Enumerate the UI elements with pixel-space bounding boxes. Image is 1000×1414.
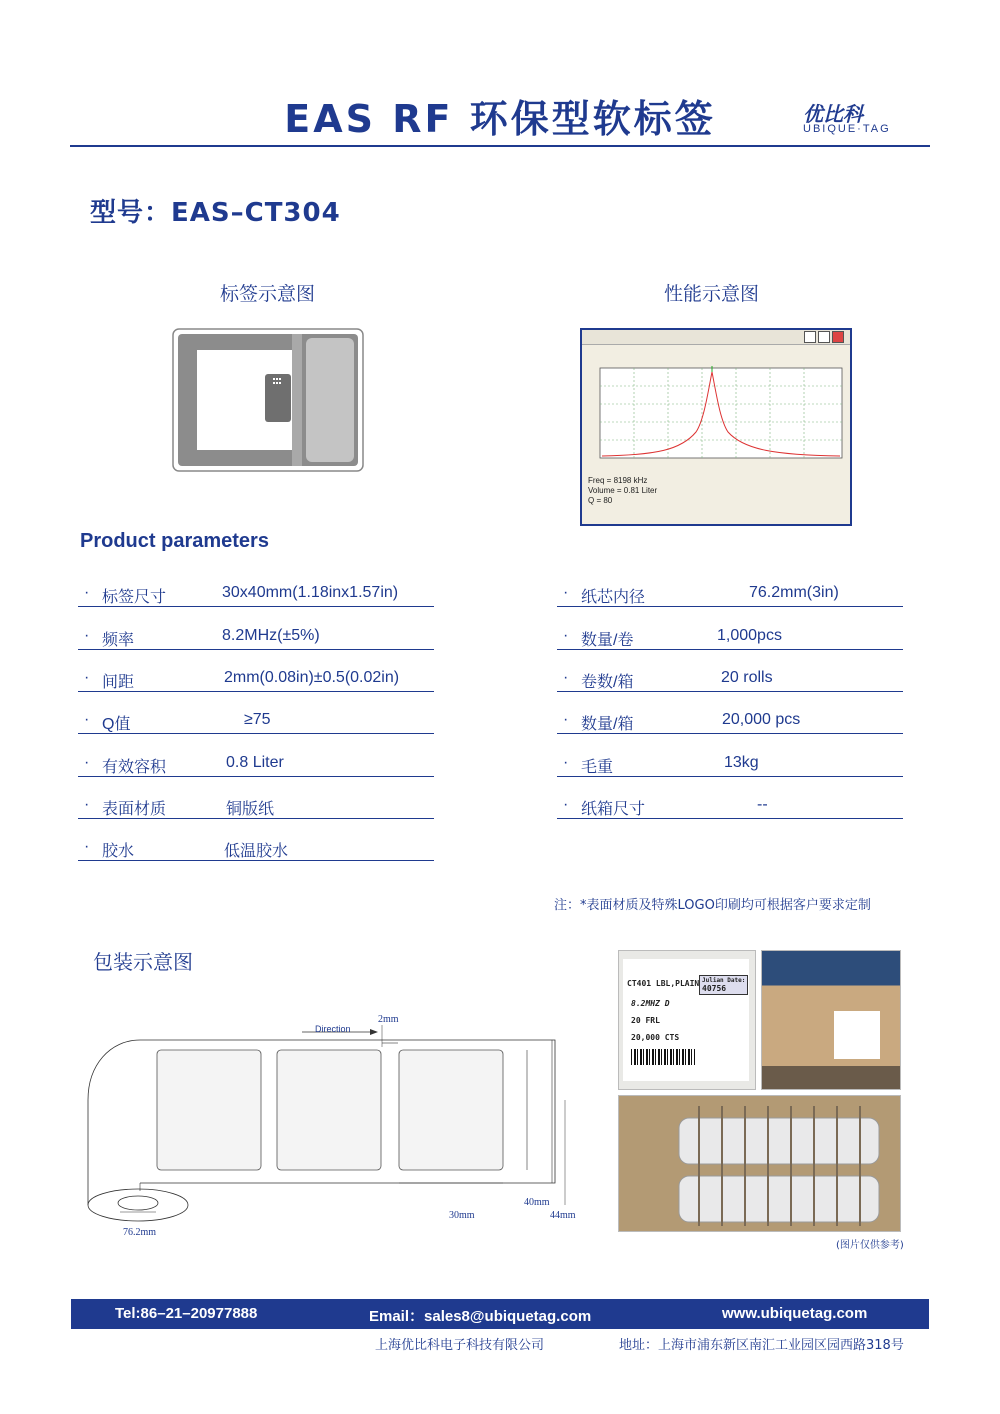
param-value: 低温胶水: [224, 843, 289, 860]
param-row: [78, 627, 434, 650]
packaging-diagram: [80, 1005, 590, 1245]
carton-line-4: 20,000 CTS: [631, 1033, 680, 1042]
param-row: [557, 754, 903, 777]
bullet: ·: [563, 627, 569, 644]
footer-bar: [71, 1299, 929, 1329]
param-row: [78, 754, 434, 777]
carton-box-photo: [761, 950, 901, 1090]
minimize-icon[interactable]: [804, 331, 816, 343]
param-row: [557, 584, 903, 607]
param-value: 2mm(0.08in)±0.5(0.02in): [224, 669, 400, 686]
header-rule: [70, 145, 930, 147]
param-row: [78, 584, 434, 607]
param-row: [78, 669, 434, 692]
param-label: 胶水: [102, 843, 135, 860]
gap-dimension: 2mm: [378, 1014, 399, 1025]
param-value: 76.2mm(3in): [749, 584, 839, 601]
param-value: 铜版纸: [226, 801, 275, 818]
customization-note: 注：*表面材质及特殊LOGO印刷均可根据客户要求定制: [554, 898, 871, 913]
bullet: ·: [84, 796, 90, 813]
param-value: 30x40mm(1.18inx1.57in): [222, 584, 399, 601]
param-value: --: [757, 796, 768, 813]
resonance-curve-plot: [586, 352, 848, 470]
packaging-diagram-heading: 包装示意图: [93, 950, 193, 974]
performance-window: [580, 328, 852, 526]
brand-logo-en: UBIQUE·TAG: [803, 123, 891, 135]
param-label: 标签尺寸: [102, 589, 167, 606]
footer-email[interactable]: Email：sales8@ubiquetag.com: [369, 1308, 592, 1325]
maximize-icon[interactable]: [818, 331, 830, 343]
q-readout: Q = 80: [588, 496, 613, 505]
carton-label-photo: [618, 950, 756, 1090]
param-label: 频率: [102, 632, 135, 649]
direction-label: Direction: [315, 1024, 351, 1034]
bullet: ·: [84, 669, 90, 686]
param-row: [557, 796, 903, 819]
julian-date-label: Julian Date:: [702, 977, 746, 984]
param-label: Q值: [102, 716, 131, 733]
param-value: 0.8 Liter: [226, 754, 284, 771]
param-row: [78, 838, 434, 861]
bullet: ·: [84, 754, 90, 771]
footer-website[interactable]: www.ubiquetag.com: [722, 1305, 868, 1322]
footer-tel: Tel:86–21–20977888: [115, 1305, 258, 1322]
close-icon[interactable]: [832, 331, 844, 343]
core-dimension: 76.2mm: [123, 1227, 157, 1238]
param-label: 纸芯内径: [581, 589, 646, 606]
barcode-icon: [631, 1049, 695, 1065]
bullet: ·: [563, 711, 569, 728]
width-dimension: 30mm: [449, 1210, 475, 1221]
diagram-label: [277, 1050, 381, 1170]
height-dimension: 40mm: [524, 1197, 550, 1208]
param-label: 表面材质: [102, 801, 167, 818]
param-value: 8.2MHz(±5%): [222, 627, 320, 644]
param-value: 20,000 pcs: [722, 711, 801, 728]
rolls-in-box-photo: [618, 1095, 901, 1232]
product-parameters-heading: Product parameters: [80, 530, 269, 552]
param-row: [78, 711, 434, 734]
brand-logo-cn: 优比科: [803, 102, 863, 126]
bullet: ·: [84, 838, 90, 855]
freq-readout: Freq = 8198 kHz: [588, 476, 648, 485]
param-row: [557, 627, 903, 650]
param-value: 13kg: [724, 754, 759, 771]
param-label: 纸箱尺寸: [581, 801, 646, 818]
volume-readout: Volume = 0.81 Liter: [588, 486, 658, 495]
carton-line-2: 8.2MHZ D: [631, 999, 670, 1008]
bullet: ·: [563, 796, 569, 813]
param-row: [78, 796, 434, 819]
param-label: 有效容积: [102, 759, 167, 776]
carton-line-3: 20 FRL: [631, 1016, 660, 1025]
param-label: 毛重: [581, 759, 614, 776]
param-value: 1,000pcs: [717, 627, 782, 644]
param-value: 20 rolls: [721, 669, 773, 686]
diagram-label: [157, 1050, 261, 1170]
bullet: ·: [84, 627, 90, 644]
param-label: 间距: [102, 674, 135, 691]
bullet: ·: [563, 754, 569, 771]
tag-illustration: [172, 328, 364, 472]
bullet: ·: [84, 584, 90, 601]
param-label: 卷数/箱: [581, 674, 634, 691]
carton-line-1: CT401 LBL,PLAIN: [627, 979, 700, 988]
param-value: ≥75: [244, 711, 271, 728]
bullet: ·: [84, 711, 90, 728]
julian-date-value: 40756: [702, 984, 727, 993]
total-height-dimension: 44mm: [550, 1210, 576, 1221]
page-title: EAS RF 环保型软标签: [284, 97, 716, 141]
bullet: ·: [563, 584, 569, 601]
window-titlebar: [582, 330, 850, 345]
label-diagram-heading: 标签示意图: [220, 283, 316, 305]
bullet: ·: [563, 669, 569, 686]
param-label: 数量/卷: [581, 632, 634, 649]
footer-company: 上海优比科电子科技有限公司: [375, 1338, 545, 1353]
param-row: [557, 669, 903, 692]
diagram-label: [399, 1050, 503, 1170]
footer-address: 地址：上海市浦东新区南汇工业园区园西路318号: [619, 1338, 904, 1353]
model-number: 型号：EAS–CT304: [90, 198, 341, 228]
param-label: 数量/箱: [581, 716, 634, 733]
photo-caption: (图片仅供参考): [836, 1240, 904, 1251]
performance-diagram-heading: 性能示意图: [664, 283, 760, 305]
param-row: [557, 711, 903, 734]
